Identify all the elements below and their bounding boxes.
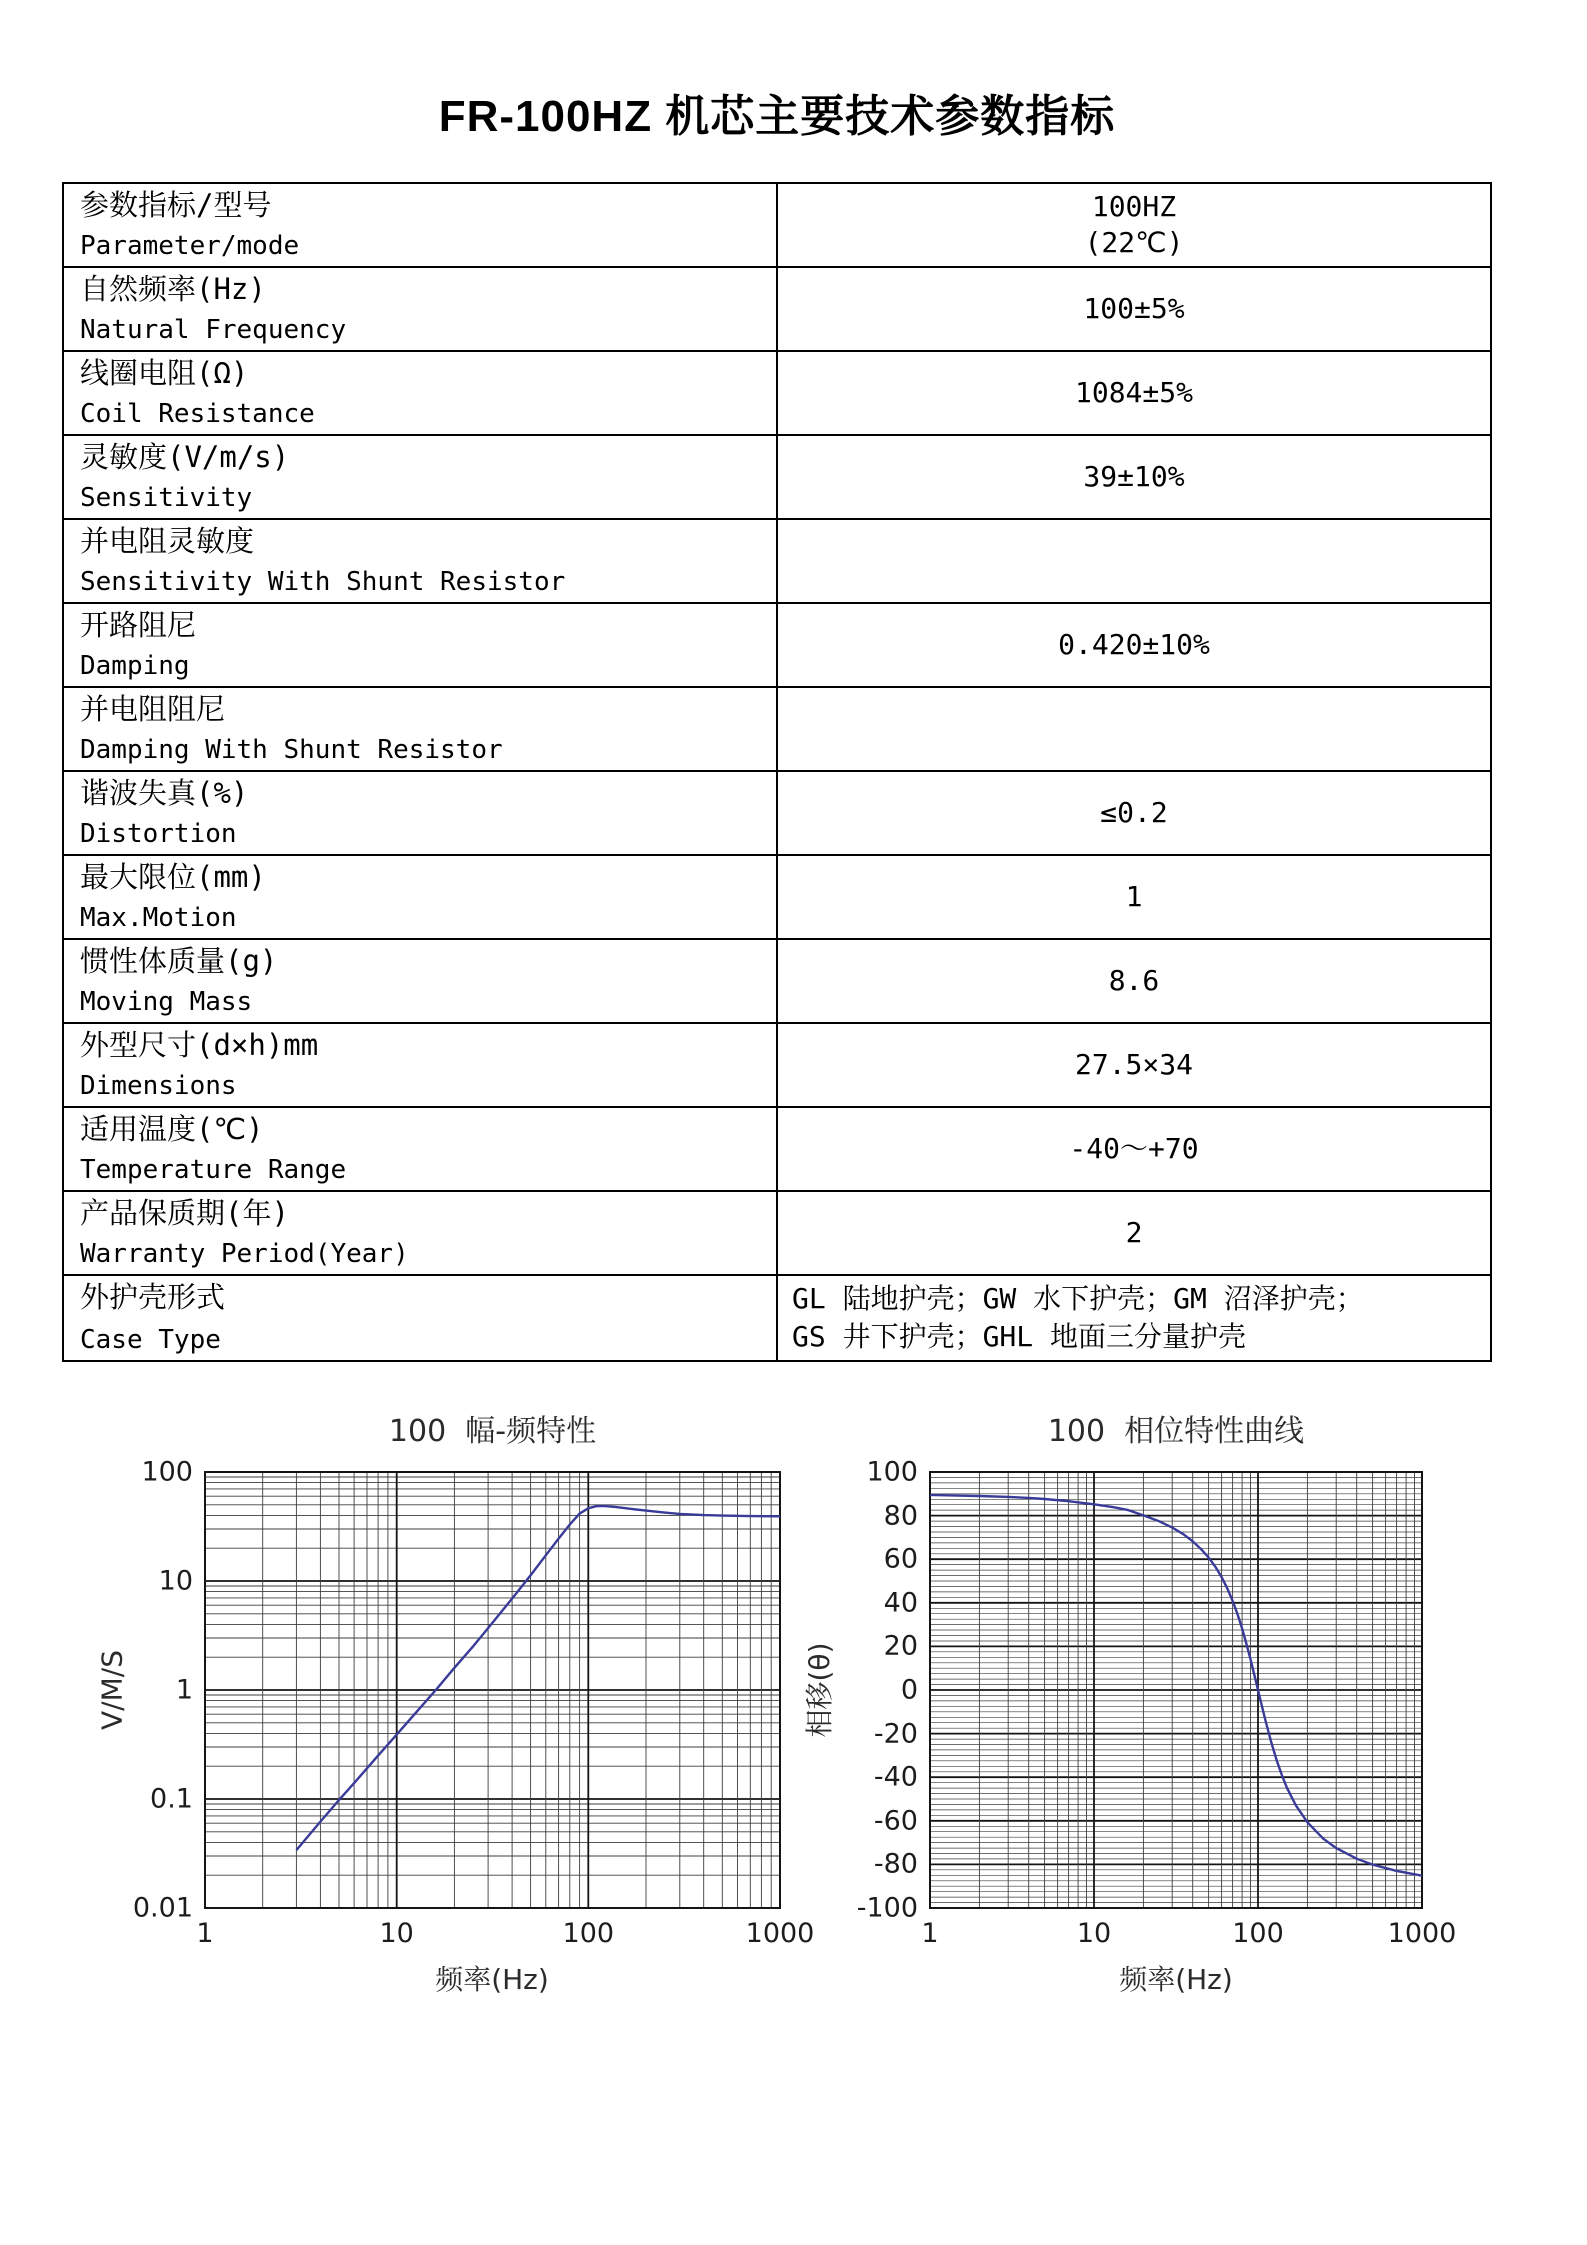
y-phase-tick-label: -80	[873, 1848, 918, 1880]
x-phase-tick-label: 1000	[1387, 1918, 1457, 1949]
param-label-zh: 并电阻阻尼	[80, 692, 226, 726]
x-phase-tick-label: 10	[1076, 1918, 1112, 1949]
x-amp-tick-label: 1	[196, 1918, 214, 1949]
y-phase-tick-label: 100	[866, 1456, 918, 1488]
y-phase-tick-label: -40	[873, 1761, 918, 1793]
value-text: 1084±5%	[1074, 376, 1193, 409]
value-text: 0.420±10%	[1058, 628, 1210, 661]
value-text: 100HZ	[1091, 190, 1177, 223]
chart-title: 100 相位特性曲线	[1047, 1414, 1305, 1449]
param-label-en: Max.Motion	[80, 903, 237, 933]
param-label-en: Dimensions	[80, 1071, 237, 1101]
param-label-zh: 自然频率(Hz)	[80, 272, 266, 306]
value-text: 8.6	[1108, 964, 1160, 997]
value-text: (22℃)	[1084, 226, 1184, 259]
value-text: 1	[1125, 880, 1143, 913]
value-text: 27.5×34	[1074, 1048, 1193, 1081]
x-axis-label: 频率(Hz)	[435, 1963, 549, 1996]
param-label-en: Sensitivity With Shunt Resistor	[80, 567, 566, 597]
value-text: 2	[1125, 1216, 1143, 1249]
y-axis-label: 相移(θ)	[803, 1642, 836, 1738]
param-label-en: Damping	[80, 651, 190, 681]
param-label-en: Warranty Period(Year)	[80, 1239, 409, 1269]
param-label-en: Case Type	[80, 1325, 221, 1355]
x-amp-tick-label: 1000	[745, 1918, 815, 1949]
y-phase-tick-label: 60	[883, 1543, 918, 1575]
value-text: 100±5%	[1083, 292, 1185, 325]
param-label-en: Natural Frequency	[80, 315, 347, 345]
param-label-en: Temperature Range	[80, 1155, 347, 1185]
x-axis-label: 频率(Hz)	[1119, 1963, 1233, 1996]
y-phase-tick-label: -60	[873, 1805, 918, 1837]
param-label-en: Distortion	[80, 819, 237, 849]
y-amp-tick-label: 0.01	[132, 1892, 193, 1924]
value-text: GL 陆地护壳；GW 水下护壳；GM 沼泽护壳；	[792, 1282, 1364, 1315]
param-label-zh: 并电阻灵敏度	[80, 524, 255, 558]
param-label-en: Moving Mass	[80, 987, 253, 1017]
value-text: ≤0.2	[1100, 796, 1168, 829]
param-label-zh: 开路阻尼	[80, 608, 197, 642]
value-text: 39±10%	[1083, 460, 1185, 493]
page-title: FR-100HZ 机芯主要技术参数指标	[438, 92, 1116, 141]
y-phase-tick-label: 40	[883, 1587, 918, 1619]
y-phase-tick-label: 0	[900, 1674, 918, 1706]
value-text: GS 井下护壳；GHL 地面三分量护壳	[792, 1320, 1247, 1353]
param-label-en: Sensitivity	[80, 483, 253, 513]
param-label-zh: 谐波失真(%)	[80, 776, 249, 810]
param-label-zh: 参数指标/型号	[80, 188, 272, 222]
y-amp-tick-label: 1	[175, 1674, 193, 1706]
param-label-zh: 适用温度(℃)	[80, 1112, 264, 1146]
param-label-zh: 线圈电阻(Ω)	[80, 356, 249, 390]
y-axis-label: V/M/S	[95, 1650, 129, 1730]
param-label-zh: 外护壳形式	[80, 1280, 226, 1314]
y-phase-tick-label: 80	[883, 1500, 918, 1532]
param-label-zh: 灵敏度(V/m/s)	[80, 440, 290, 474]
param-label-zh: 产品保质期(年)	[80, 1196, 289, 1230]
chart-title: 100 幅-频特性	[388, 1414, 597, 1449]
x-phase-tick-label: 1	[921, 1918, 939, 1949]
y-amp-tick-label: 10	[158, 1565, 193, 1597]
param-label-zh: 最大限位(mm)	[80, 860, 266, 894]
param-label-en: Parameter/mode	[80, 231, 300, 261]
x-phase-tick-label: 100	[1232, 1918, 1284, 1949]
y-phase-tick-label: -20	[873, 1718, 918, 1750]
phase-curve	[930, 1495, 1422, 1876]
param-label-zh: 惯性体质量(g)	[80, 944, 278, 978]
param-label-en: Coil Resistance	[80, 399, 315, 429]
y-amp-tick-label: 0.1	[150, 1783, 193, 1815]
y-phase-tick-label: -100	[856, 1892, 918, 1924]
y-amp-tick-label: 100	[141, 1456, 193, 1488]
value-text: -40～+70	[1069, 1132, 1199, 1165]
param-label-zh: 外型尺寸(d×h)mm	[80, 1028, 319, 1062]
param-label-en: Damping With Shunt Resistor	[80, 735, 503, 765]
x-amp-tick-label: 100	[562, 1918, 615, 1949]
x-amp-tick-label: 10	[379, 1918, 414, 1949]
phase-plot-area	[930, 1472, 1422, 1908]
y-phase-tick-label: 20	[883, 1630, 918, 1662]
